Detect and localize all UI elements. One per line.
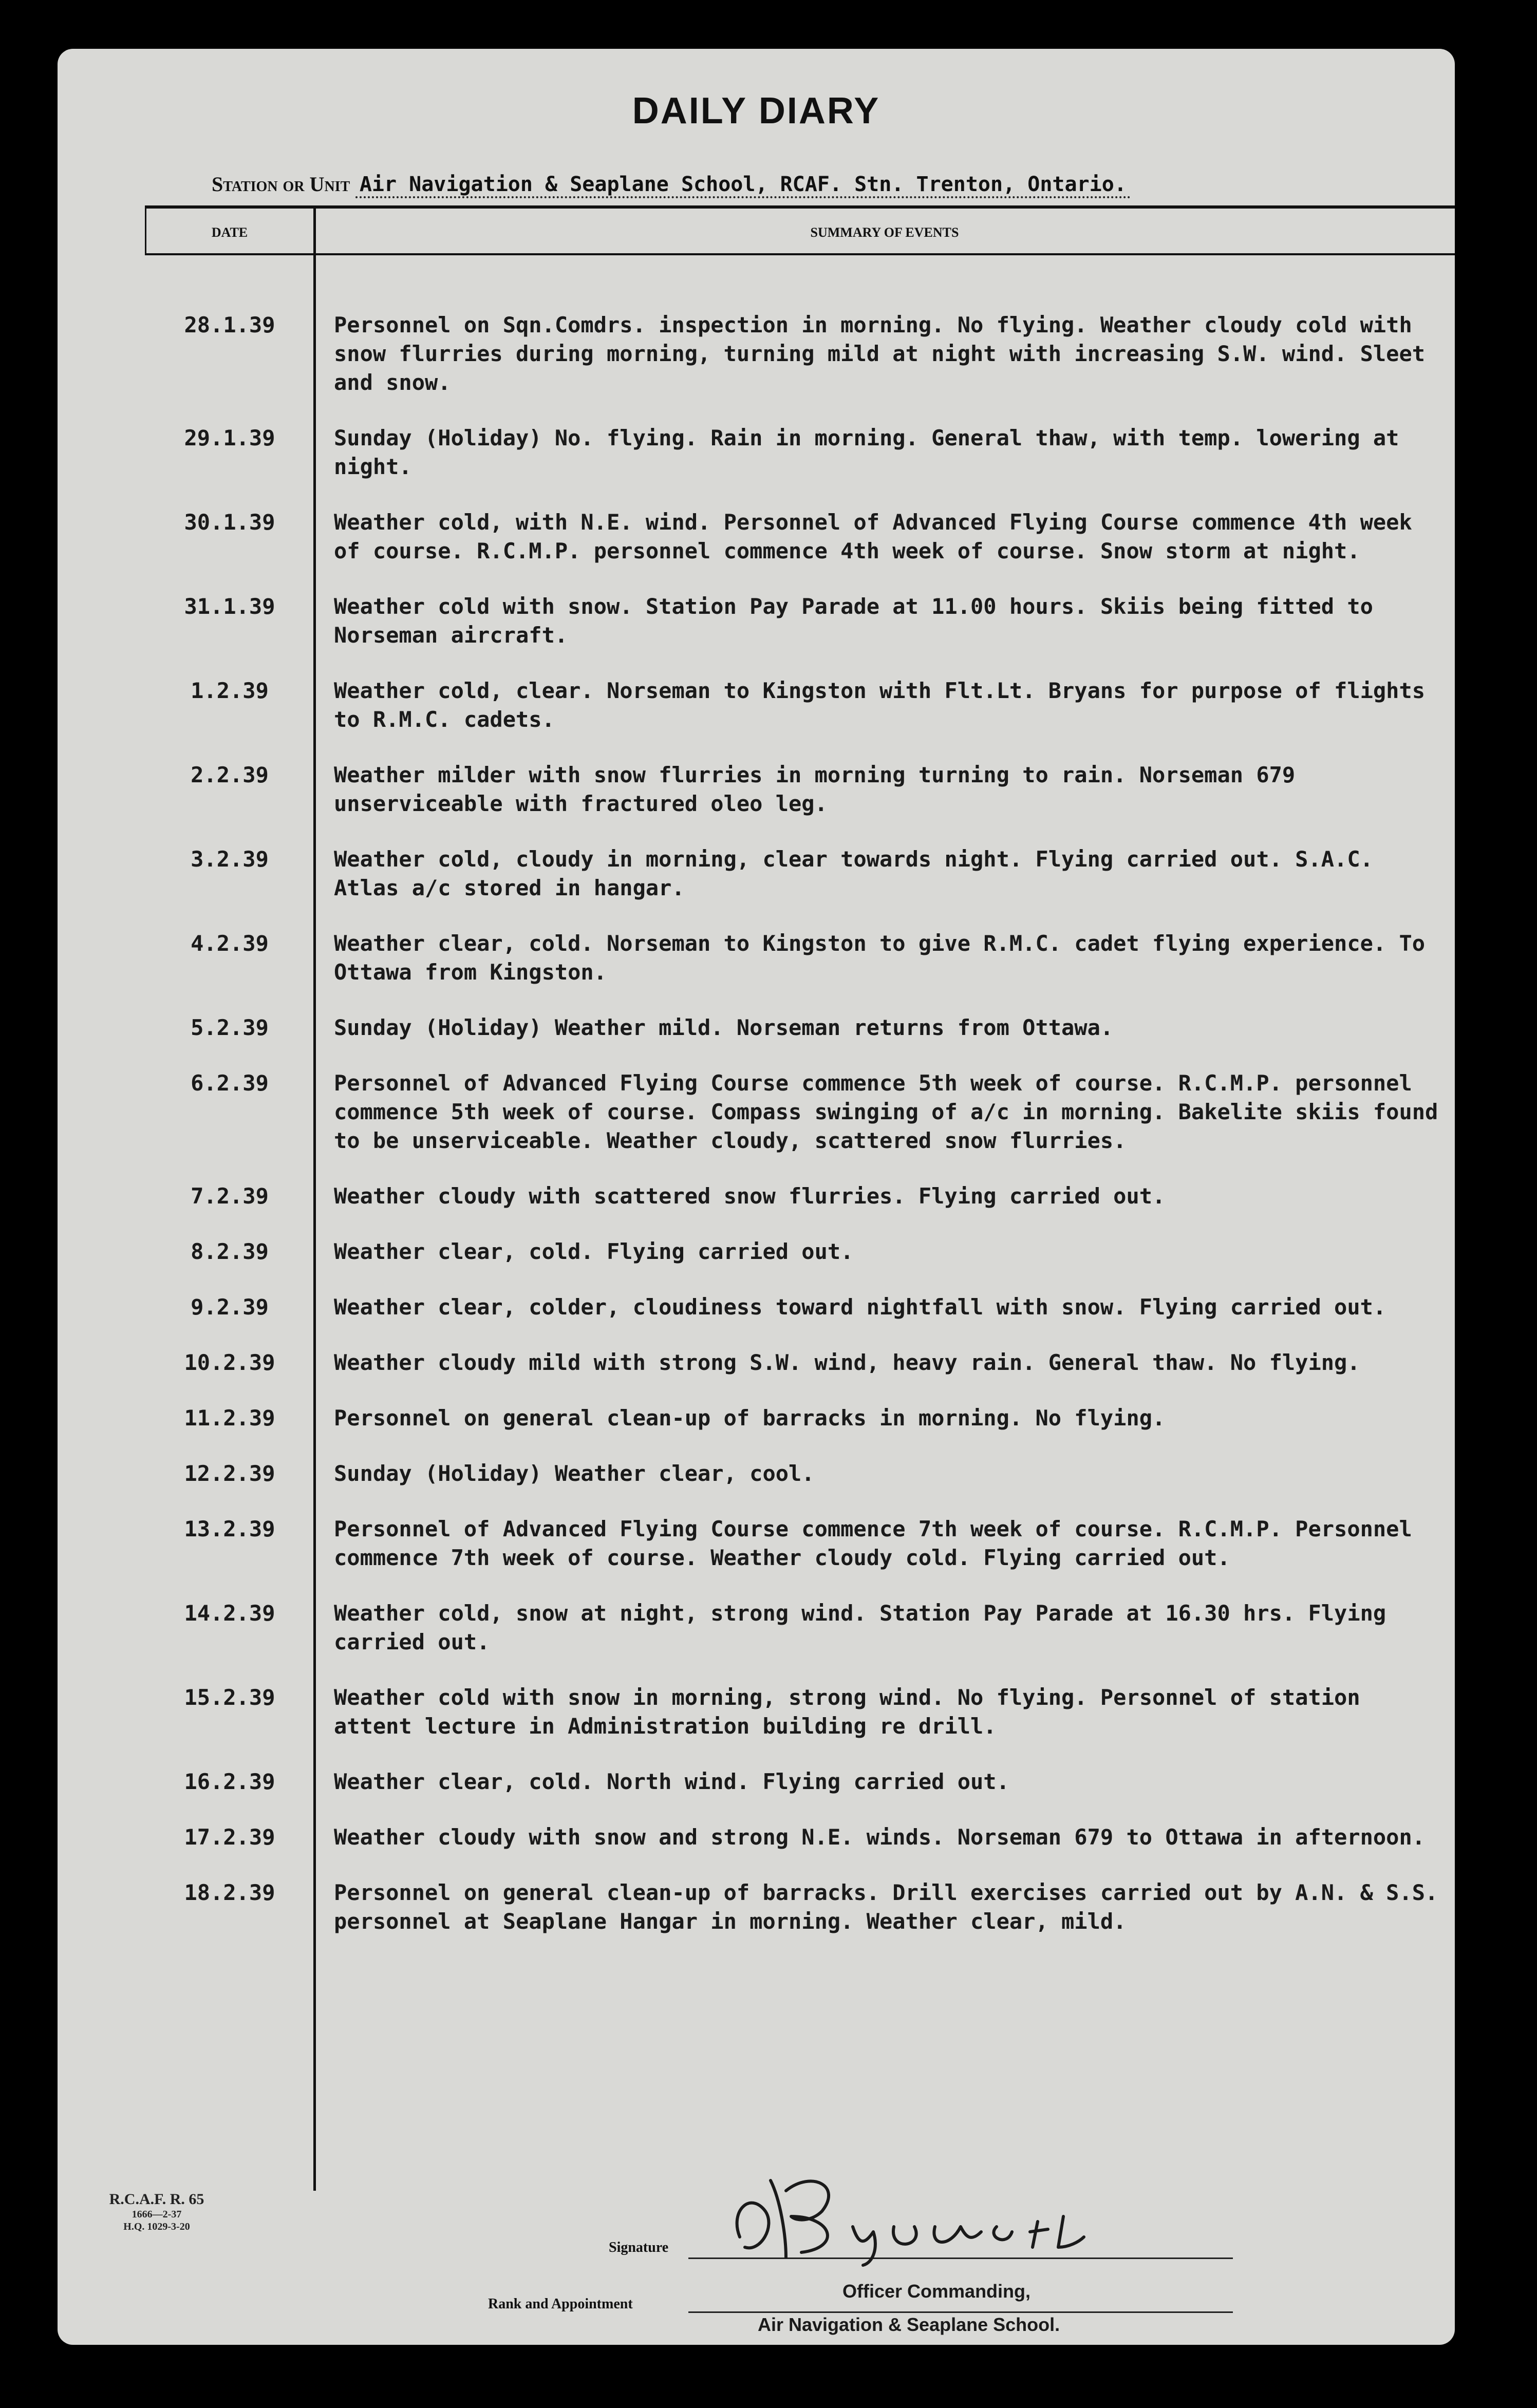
diary-entry <box>145 592 1450 650</box>
entry-summary: Weather cloudy with snow and strong N.E. winds. Norseman 679 to Ottawa in afternoon. <box>334 1824 1426 1850</box>
form-hq-code: H.Q. 1029-3-20 <box>123 2221 190 2232</box>
entry-summary: Weather clear, colder, cloudiness toward nightfall with snow. Flying carried out. <box>334 1294 1386 1320</box>
diary-entry <box>145 1348 1450 1377</box>
entry-summary: Sunday (Holiday) No. flying. Rain in morning. General thaw, with temp. lowering at night. <box>334 425 1399 479</box>
diary-entry <box>145 1182 1450 1211</box>
diary-page <box>58 49 1455 2345</box>
column-headers <box>145 216 1455 252</box>
diary-entry <box>145 1293 1450 1322</box>
entry-date: 8.2.39 <box>191 1239 269 1264</box>
entry-date: 13.2.39 <box>184 1516 275 1541</box>
diary-entry <box>145 1767 1450 1796</box>
header-top-rule <box>145 205 1455 209</box>
entry-summary: Weather cold with snow in morning, strong wind. No flying. Personnel of station attent lecture in Administration building re drill. <box>334 1685 1360 1739</box>
entry-summary: Weather cold, clear. Norseman to Kingston with Flt.Lt. Bryans for purpose of flights to R.M.C. cadets. <box>334 678 1426 732</box>
entry-summary: Weather cloudy mild with strong S.W. wind, heavy rain. General thaw. No flying. <box>334 1350 1360 1375</box>
entry-date: 29.1.39 <box>184 425 275 450</box>
entry-summary: Weather clear, cold. Norseman to Kingston to give R.M.C. cadet flying experience. To Ottawa from Kingston. <box>334 931 1426 985</box>
entry-date: 30.1.39 <box>184 510 275 535</box>
form-number: R.C.A.F. R. 65 <box>109 2191 204 2208</box>
entry-date: 1.2.39 <box>191 678 269 703</box>
entry-summary: Weather cloudy with scattered snow flurries. Flying carried out. <box>334 1183 1166 1209</box>
entry-date: 16.2.39 <box>184 1769 275 1794</box>
summary-column-header: SUMMARY OF EVENTS <box>810 225 959 240</box>
diary-entry <box>145 1404 1450 1433</box>
entry-date: 6.2.39 <box>191 1070 269 1096</box>
diary-entry <box>145 1237 1450 1266</box>
diary-entry <box>145 1515 1450 1572</box>
entry-date: 15.2.39 <box>184 1685 275 1710</box>
entry-summary: Weather cold, snow at night, strong wind. Station Pay Parade at 16.30 hrs. Flying carried out. <box>334 1601 1386 1654</box>
entry-date: 28.1.39 <box>184 312 275 337</box>
entry-date: 2.2.39 <box>191 762 269 787</box>
rank-unit: Air Navigation & Seaplane School. <box>758 2314 1060 2335</box>
entry-date: 5.2.39 <box>191 1015 269 1040</box>
entry-summary: Sunday (Holiday) Weather mild. Norseman returns from Ottawa. <box>334 1015 1114 1040</box>
station-value: Air Navigation & Seaplane School, RCAF. Stn. Trenton, Ontario. <box>355 173 1131 198</box>
entry-date: 4.2.39 <box>191 931 269 956</box>
entry-summary: Personnel on general clean-up of barracks in morning. No flying. <box>334 1405 1166 1431</box>
diary-entry <box>145 761 1450 818</box>
header-bottom-rule <box>145 253 1455 255</box>
diary-entries <box>145 311 1450 2191</box>
entry-summary: Weather cold, cloudy in morning, clear towards night. Flying carried out. S.A.C. Atlas a/c stored in hangar. <box>334 846 1373 900</box>
diary-entry <box>145 311 1450 397</box>
handwritten-signature <box>709 2150 1130 2273</box>
station-label: Station or Unit <box>212 173 350 196</box>
station-line <box>212 172 1424 196</box>
entry-date: 17.2.39 <box>184 1824 275 1850</box>
rank-title: Officer Commanding, <box>842 2281 1031 2302</box>
entry-summary: Weather clear, cold. North wind. Flying carried out. <box>334 1769 1009 1794</box>
entry-summary: Personnel of Advanced Flying Course commence 5th week of course. R.C.M.P. personnel commence 5th week of course. Compass swinging of a/c in morning. Bakelite skiis found to be unserviceable. Weather cloudy, scattered snow flurries. <box>334 1070 1438 1153</box>
entry-date: 9.2.39 <box>191 1294 269 1320</box>
entry-date: 10.2.39 <box>184 1350 275 1375</box>
diary-entry <box>145 1878 1450 1936</box>
diary-entry <box>145 1683 1450 1741</box>
rank-line <box>688 2311 1233 2313</box>
entry-date: 7.2.39 <box>191 1183 269 1209</box>
entry-date: 14.2.39 <box>184 1601 275 1626</box>
entry-date: 18.2.39 <box>184 1880 275 1905</box>
entry-summary: Personnel on Sqn.Comdrs. inspection in morning. No flying. Weather cloudy cold with snow flurries during morning, turning mild at night with increasing S.W. wind. Sleet and snow. <box>334 312 1426 395</box>
entry-summary: Personnel on general clean-up of barracks. Drill exercises carried out by A.N. & S.S. personnel at Seaplane Hangar in morning. Weather clear, mild. <box>334 1880 1438 1934</box>
diary-entry <box>145 676 1450 734</box>
entry-summary: Sunday (Holiday) Weather clear, cool. <box>334 1461 815 1486</box>
form-number-block <box>72 2191 241 2233</box>
diary-entry <box>145 1459 1450 1488</box>
entry-date: 3.2.39 <box>191 846 269 872</box>
diary-entry <box>145 1599 1450 1657</box>
form-print-code: 1666—2-37 <box>132 2209 182 2220</box>
diary-entry <box>145 508 1450 566</box>
signature-label: Signature <box>609 2240 669 2255</box>
diary-entry <box>145 1069 1450 1155</box>
entry-date: 31.1.39 <box>184 594 275 619</box>
date-column-header: DATE <box>211 225 248 240</box>
page-title: DAILY DIARY <box>632 90 880 131</box>
diary-entry <box>145 1013 1450 1042</box>
entry-date: 12.2.39 <box>184 1461 275 1486</box>
entry-summary: Personnel of Advanced Flying Course commence 7th week of course. R.C.M.P. Personnel commence 7th week of course. Weather cloudy cold. Flying carried out. <box>334 1516 1412 1570</box>
rank-label: Rank and Appointment <box>488 2296 633 2312</box>
entry-summary: Weather clear, cold. Flying carried out. <box>334 1239 854 1264</box>
entry-summary: Weather cold with snow. Station Pay Parade at 11.00 hours. Skiis being fitted to Norseman aircraft. <box>334 594 1373 648</box>
diary-entry <box>145 1823 1450 1852</box>
diary-entry <box>145 929 1450 987</box>
entry-summary: Weather cold, with N.E. wind. Personnel of Advanced Flying Course commence 4th week of course. R.C.M.P. personnel commence 4th week of course. Snow storm at night. <box>334 510 1412 563</box>
diary-entry <box>145 424 1450 481</box>
entry-summary: Weather milder with snow flurries in morning turning to rain. Norseman 679 unserviceable with fractured oleo leg. <box>334 762 1296 816</box>
diary-entry <box>145 845 1450 902</box>
entry-date: 11.2.39 <box>184 1405 275 1431</box>
